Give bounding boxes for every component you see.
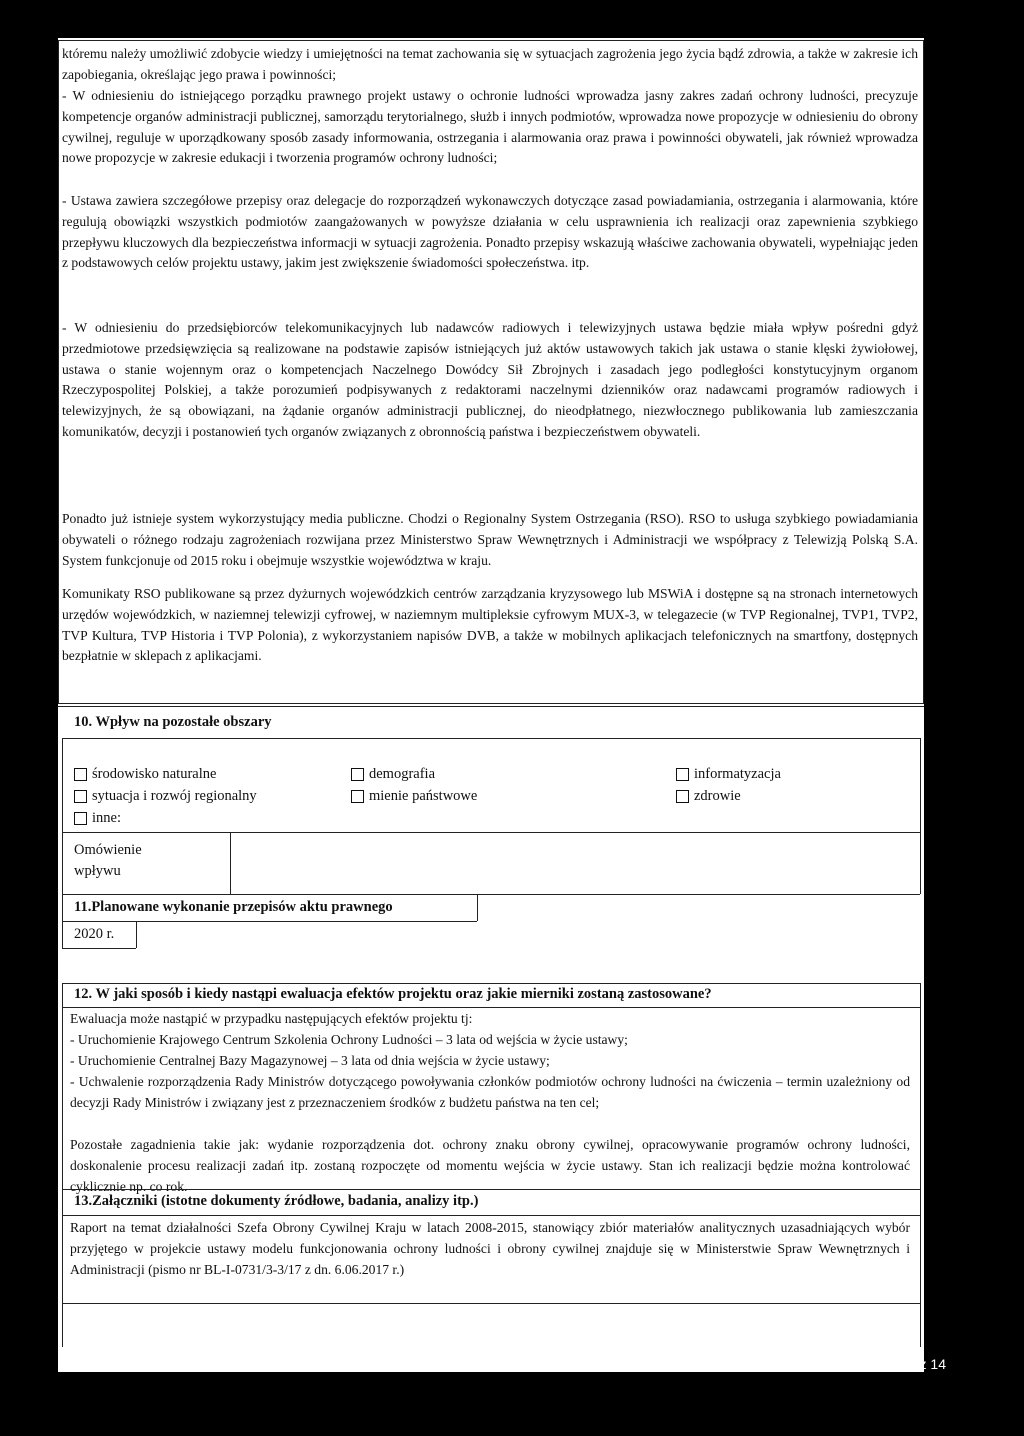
checkbox-box[interactable] <box>74 768 87 781</box>
checkbox-state-property[interactable] <box>351 788 477 805</box>
section12-paragraph-4: - Uchwalenie rozporządzenia Rady Ministrów dotyczącego powoływania członków podmiotów ochrony ludności na ćwiczenia – termin uzależniony od decyzji Rady Ministrów i związany jest z przeznaczeniem środków z budżetu państwa na ten cel; <box>70 1074 910 1110</box>
section10-title: 10. Wpływ na pozostałe obszary <box>74 714 272 730</box>
section11-value: 2020 r. <box>74 926 115 942</box>
section12-paragraph-2: - Uruchomienie Krajowego Centrum Szkolenia Ochrony Ludności – 3 lata od wejścia w życie ustawy; <box>70 1032 628 1047</box>
intro-paragraph-1: któremu należy umożliwić zdobycie wiedzy i umiejętności na temat zachowania się w sytuacjach zagrożenia jego życia bądź zdrowia, a także w zakresie ich zapobiegania, określając jego prawa i powinności; <box>62 46 918 82</box>
impact-row-line <box>62 832 920 833</box>
section11-left-border <box>62 894 63 948</box>
intro-paragraph-2: - W odniesieniu do istniejącego porządku prawnego projekt ustawy o ochronie ludności wprowadza jasny zakres zadań ochrony ludności, precyzuje kompetencje organów administracji publicznej, samorządu terytorialnego, służb i innych podmiotów, wprowadza nowe propozycje w odniesieniu do obrony cywilnej, reguluje w uporządkowany sposób zasady informowania, ostrzegania i alarmowania oraz prawa i powinności obywateli, jak również wprowadza nowe propozycje w zakresie edukacji i tworzenia programów ochrony ludności; <box>62 88 918 166</box>
section12-paragraph-1: Ewaluacja może nastąpić w przypadku następujących efektów projektu tj: <box>70 1011 473 1026</box>
section10-top-line <box>58 706 924 707</box>
checkbox-box[interactable] <box>74 812 87 825</box>
page-footer: Strona 14 z 14 <box>854 1356 946 1372</box>
section11-title-line <box>62 921 477 922</box>
section10-right-border <box>920 738 921 894</box>
checkbox-box[interactable] <box>351 768 364 781</box>
section12-left-border <box>62 983 63 1347</box>
checkbox-label: zdrowie <box>694 788 741 804</box>
intro-paragraph-6: Komunikaty RSO publikowane są przez dyżurnych wojewódzkich centrów zarządzania kryzysowego lub MSWiA i dostępne są na stronach internetowych urzędów wojewódzkich, w naziemnej telewizji cyfrowej, w naziemnym multipleksie cyfrowym MUX-3, w telegazecie (w TVP Regionalnej, TVP1, TVP2, TVP Kultura, TVP Historia i TVP Polonia), z wykorzystaniem napisów DVB, a także w mobilnych aplikacjach telefonicznych na smartfony, dostępnych bezpłatnie w sklepach z aplikacjami. <box>62 586 918 664</box>
checkbox-informatization[interactable] <box>676 766 781 783</box>
checkbox-other[interactable] <box>74 810 121 827</box>
impact-label-line1: Omówienie <box>74 842 142 858</box>
checkbox-demography[interactable] <box>351 766 435 783</box>
section12-paragraph-5: Pozostałe zagadnienia takie jak: wydanie rozporządzenia dot. ochrony znaku obrony cywilnej, opracowywanie programów ochrony ludności, doskonalenie procesu realizacji zadań itp. zostaną rozpoczęte od momentu wejścia w życie ustawy. Stan ich realizacji będzie można kontrolować cyklicznie np. co rok. <box>70 1137 910 1194</box>
section11-value-border <box>136 921 137 948</box>
section12-top-line <box>62 983 920 984</box>
impact-divider <box>230 832 231 894</box>
intro-paragraph-5: Ponadto już istnieje system wykorzystujący media publiczne. Chodzi o Regionalny System Ostrzegania (RSO). RSO to usługa szybkiego powiadamiania obywateli o różnego rodzaju zagrożeniach rozwijana przez Ministerstwo Spraw Wewnętrznych i Administracji we współpracy z Telewizją Polską S.A. System funkcjonuje od 2015 roku i obejmuje wszystkie województwa w kraju. <box>62 511 918 568</box>
section13-text: Raport na temat działalności Szefa Obrony Cywilnej Kraju w latach 2008-2015, stanowiący zbiór materiałów analitycznych uzasadniających wybór przyjętego w projekcie ustawy modelu funkcjonowania ochrony ludności i obrony cywilnej znajduje się w Ministerstwie Spraw Wewnętrznych i Administracji (pismo nr BL-I-0731/3-3/17 z dn. 6.06.2017 r.) <box>70 1220 910 1277</box>
checkbox-regional[interactable] <box>74 788 257 805</box>
checkbox-label: informatyzacja <box>694 766 781 782</box>
section12-title-line <box>62 1007 920 1008</box>
checkbox-box[interactable] <box>676 768 689 781</box>
section12-right-border <box>920 983 921 1347</box>
section11-right-border <box>477 894 478 921</box>
section10-bottom-line <box>62 894 920 895</box>
checkbox-health[interactable] <box>676 788 741 805</box>
checkbox-label: sytuacja i rozwój regionalny <box>92 788 257 804</box>
section13-bottom-line <box>62 1303 920 1304</box>
intro-paragraph-4: - W odniesieniu do przedsiębiorców telekomunikacyjnych lub nadawców radiowych i telewizyjnych ustawa będzie miała wpływ pośredni gdyż przedmiotowe przedsięwzięcia są realizowane na podstawie zapisów istniejących już aktów ustawowych takich jak ustawa o stanie klęski żywiołowej, ustawa o stanie wojennym oraz o kompetencjach Naczelnego Dowódcy Sił Zbrojnych i zasadach jego podległości konstytucyjnym organom Rzeczypospolitej Polskiej, a także porozumień podpisywanych z redaktorami naczelnymi dzienników oraz nadawcami programów radiowych i telewizyjnych, że są obowiązani, na żądanie organów administracji publicznej, do nieodpłatnego, niezwłocznego publikowania lub zamieszczania komunikatów, decyzji i postanowień tych organów związanych z obronnością państwa i bezpieczeństwem obywateli. <box>62 320 918 439</box>
section13-top-line <box>62 1189 920 1190</box>
checkbox-label: demografia <box>369 766 436 782</box>
section11-title: 11.Planowane wykonanie przepisów aktu prawnego <box>74 899 393 915</box>
impact-label-line2: wpływu <box>74 863 121 879</box>
checkbox-label: środowisko naturalne <box>92 766 217 782</box>
checkbox-environment[interactable] <box>74 766 216 783</box>
section12-title: 12. W jaki sposób i kiedy nastąpi ewaluacja efektów projektu oraz jakie mierniki zostaną zastosowane? <box>74 986 712 1002</box>
checkbox-box[interactable] <box>676 790 689 803</box>
intro-paragraph-3: - Ustawa zawiera szczegółowe przepisy oraz delegacje do rozporządzeń wykonawczych dotyczące zasad powiadamiania, ostrzegania i alarmowania, które regulują obowiązki wszystkich podmiotów zaangażowanych w powyższe działania w celu usprawnienia ich realizacji oraz zapewnienia szybkiego przepływu kluczowych dla bezpieczeństwa informacji w sytuacji zagrożenia. Ponadto przepisy wskazują właściwe zachowania obywateli, wypełniając jeden z podstawowych celów projektu ustawy, jakim jest zwiększenie świadomości społeczeństwa. itp. <box>62 193 918 271</box>
impact-label <box>74 840 142 882</box>
checkbox-box[interactable] <box>74 790 87 803</box>
section12-paragraph-3: - Uruchomienie Centralnej Bazy Magazynowej – 3 lata od dnia wejścia w życie ustawy; <box>70 1053 550 1068</box>
checkbox-label: mienie państwowe <box>369 788 478 804</box>
section10-left-border <box>62 738 63 894</box>
section13-title-line <box>62 1215 920 1216</box>
section11-bottom-line <box>62 948 136 949</box>
checkbox-box[interactable] <box>351 790 364 803</box>
section10-title-line <box>62 738 920 739</box>
checkbox-label: inne: <box>92 810 121 826</box>
section13-title: 13.Załączniki (istotne dokumenty źródłowe, badania, analizy itp.) <box>74 1193 479 1209</box>
